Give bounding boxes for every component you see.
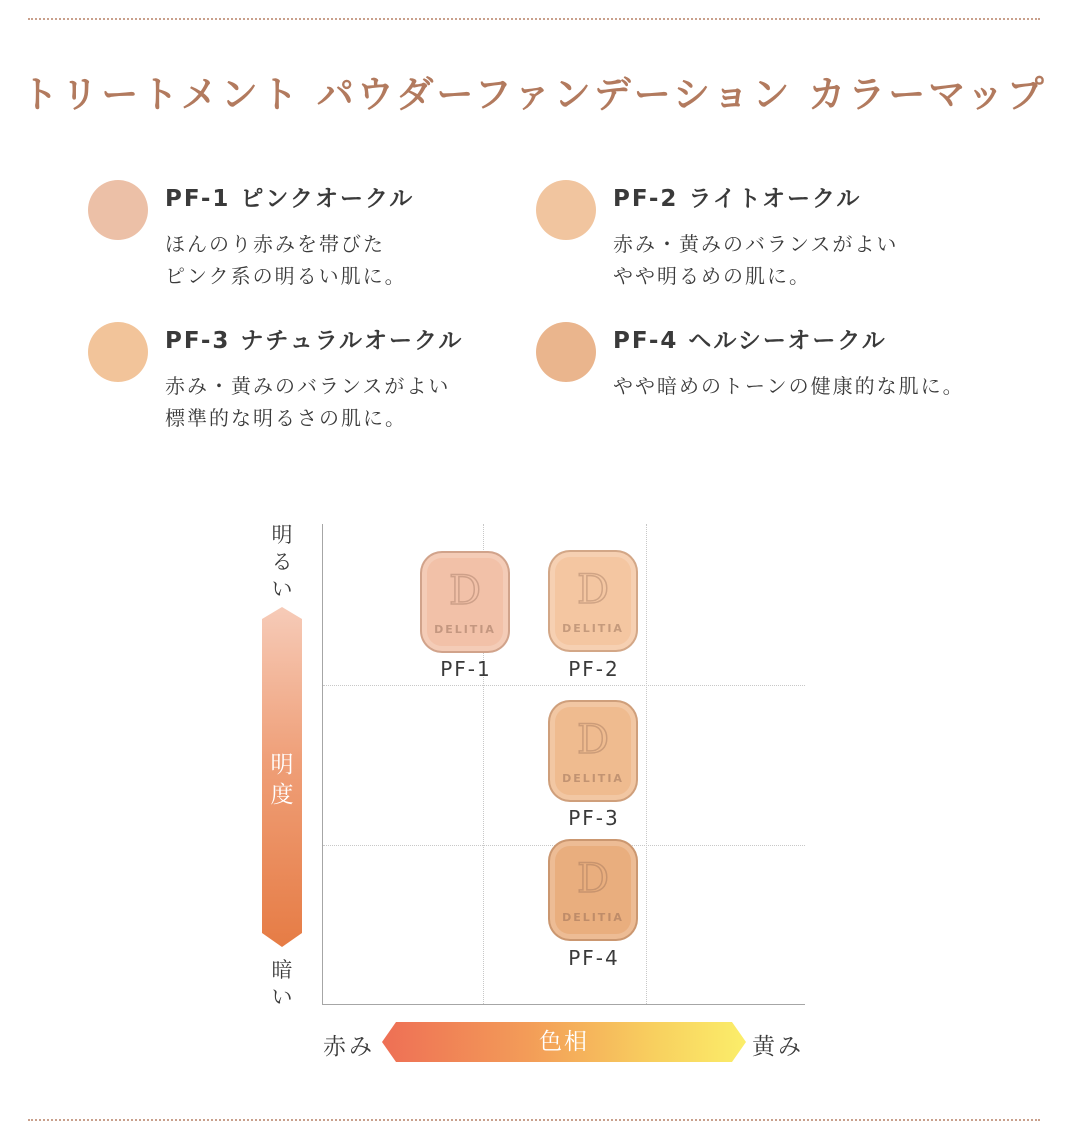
- compact-pf3: [548, 700, 638, 802]
- shade-pf2: [536, 180, 1006, 300]
- compact-label: PF-2: [568, 657, 620, 681]
- axis-top-label: [262, 522, 302, 603]
- brand-name: DELITIA: [562, 772, 624, 785]
- bottom-divider: [28, 1119, 1040, 1121]
- swatch-pf2: [536, 180, 596, 240]
- brand-logo-icon: D: [576, 567, 610, 613]
- shade-pf1: [88, 180, 558, 300]
- top-divider: [28, 18, 1040, 20]
- brand-name: DELITIA: [562, 622, 624, 635]
- shade-pf4: [536, 322, 1006, 442]
- compact-label: PF-4: [568, 946, 620, 970]
- hue-label: 色相: [539, 1029, 589, 1055]
- axis-bottom-text: 暗 い: [271, 958, 293, 1009]
- swatch-pf3: [88, 322, 148, 382]
- shade-name: PF-1 ピンクオークル: [165, 186, 415, 212]
- shade-name: PF-2 ライトオークル: [613, 186, 862, 212]
- compact-pf4: [548, 839, 638, 941]
- shade-pf3: [88, 322, 558, 442]
- brand-logo-icon: D: [448, 568, 482, 614]
- swatch-pf4: [536, 322, 596, 382]
- brand-name: DELITIA: [562, 911, 624, 924]
- brightness-label: [262, 750, 302, 810]
- swatch-pf1: [88, 180, 148, 240]
- shade-desc: 赤み・黄みのバランスがよい: [165, 374, 451, 398]
- brand-name: DELITIA: [434, 623, 496, 636]
- shade-desc: ピンク系の明るい肌に。: [165, 264, 407, 288]
- compact-pf1: [420, 551, 510, 653]
- compact-label: PF-3: [568, 806, 620, 830]
- shade-desc: 標準的な明るさの肌に。: [165, 406, 407, 430]
- axis-left-label: 赤み: [323, 1034, 375, 1060]
- axis-top-text: 明 る い: [271, 523, 293, 601]
- compact-pf2: [548, 550, 638, 652]
- shade-desc: 赤み・黄みのバランスがよい: [613, 232, 899, 256]
- shade-desc: やや明るめの肌に。: [613, 264, 811, 288]
- brand-logo-icon: D: [576, 856, 610, 902]
- grid-line: [646, 524, 647, 1004]
- page-title: トリートメント パウダーファンデーション カラーマップ: [21, 73, 1047, 116]
- brand-logo-icon: D: [576, 717, 610, 763]
- grid-line: [323, 685, 805, 686]
- shade-name: PF-3 ナチュラルオークル: [165, 328, 464, 354]
- brightness-text: 明 度: [270, 752, 294, 808]
- shade-name: PF-4 ヘルシーオークル: [613, 328, 887, 354]
- shade-desc: やや暗めのトーンの健康的な肌に。: [613, 374, 965, 398]
- axis-right-label: 黄み: [752, 1034, 804, 1060]
- shade-desc: ほんのり赤みを帯びた: [165, 232, 385, 256]
- compact-label: PF-1: [440, 657, 492, 681]
- axis-bottom-label: [262, 957, 302, 1011]
